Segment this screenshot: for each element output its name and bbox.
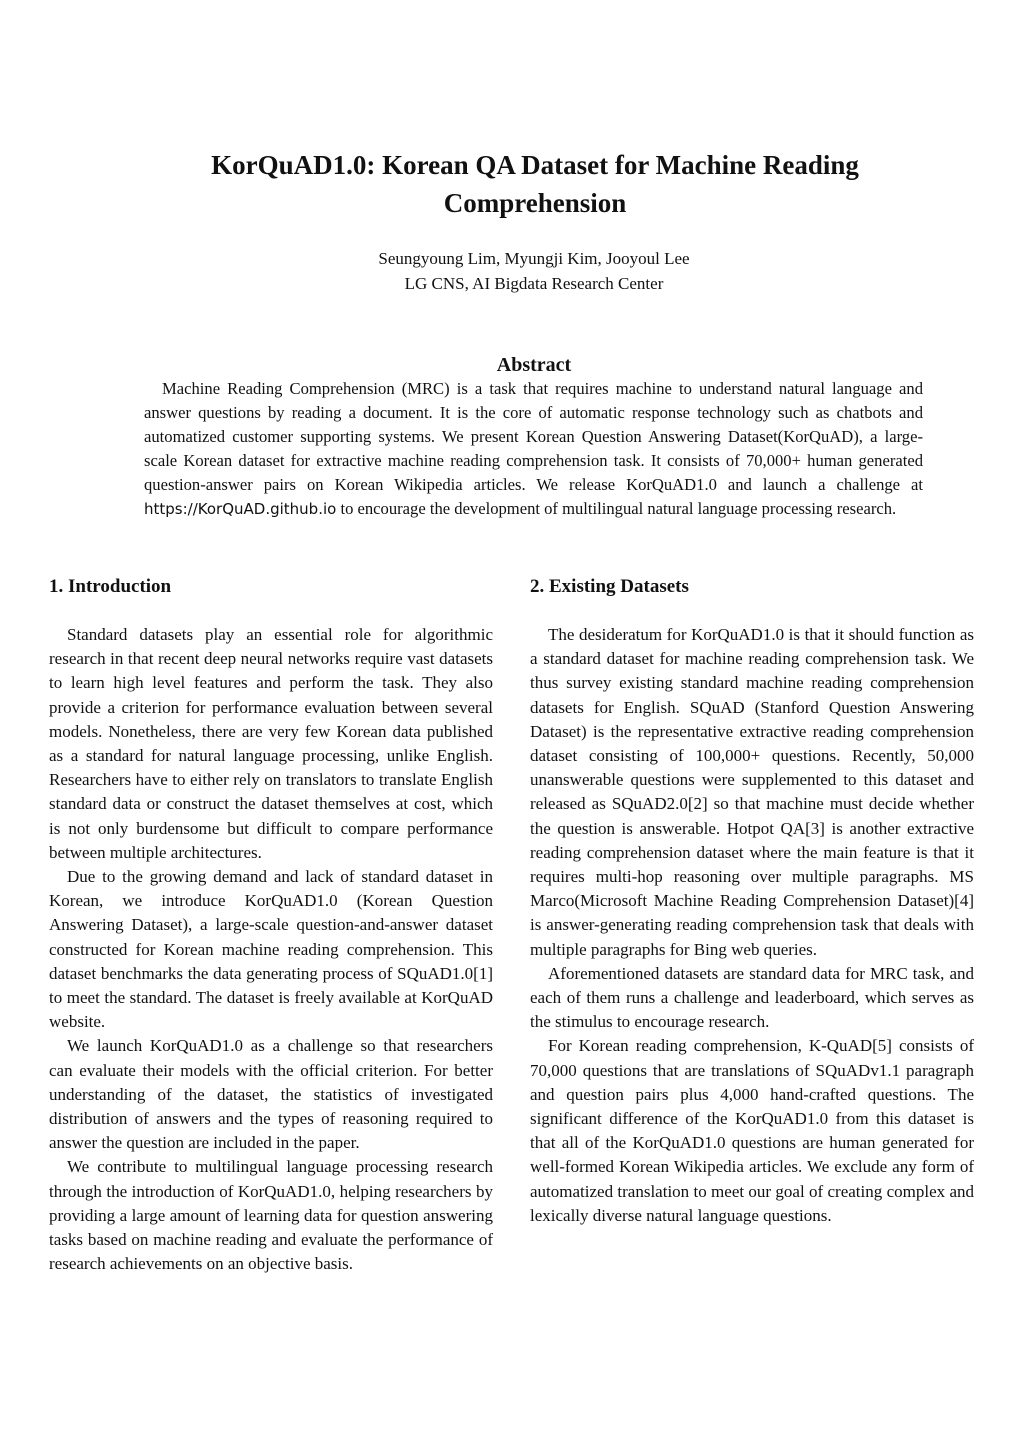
introduction-section xyxy=(49,575,493,1276)
challenge-link[interactable]: https://KorQuAD.github.io xyxy=(144,500,337,518)
author-names: Seungyoung Lim, Myungji Kim, Jooyoul Lee xyxy=(378,249,690,268)
intro-paragraph-1: Standard datasets play an essential role for algorithmic research in that recent deep neural networks require vast datasets to learn high level features and perform the task. They also provide a criterion for performance evaluation between several models. Nonetheless, there are very few Korean data published as a standard for natural language processing, unlike English. Researchers have to either rely on translators to translate English standard data or construct the dataset themselves at cost, which is not only burdensome but difficult to compare performance between multiple architectures. xyxy=(49,625,493,862)
intro-paragraph-2: Due to the growing demand and lack of standard dataset in Korean, we introduce KorQuAD1.0 (Korean Question Answering Dataset), a large-scale question-and-answer dataset constructed for Korean machine reading comprehension. This dataset benchmarks the data generating process of SQuAD1.0[1] to meet the standard. The dataset is freely available at KorQuAD website. xyxy=(49,867,493,1032)
datasets-paragraph-3: For Korean reading comprehension, K-QuAD[5] consists of 70,000 questions that are translations of SQuADv1.1 paragraph and question pairs plus 4,000 hand-crafted questions. The significant difference of the KorQuAD1.0 from this dataset is that all of the KorQuAD1.0 questions are human generated for well-formed Korean Wikipedia articles. We exclude any form of automatized translation to meet our goal of creating complex and lexically diverse natural language questions. xyxy=(530,1036,974,1225)
paper-title: KorQuAD1.0: Korean QA Dataset for Machine Reading Comprehension xyxy=(211,150,859,218)
abstract-text xyxy=(144,377,923,521)
author-block xyxy=(200,246,868,296)
intro-paragraph-4: We contribute to multilingual language processing research through the introduction of KorQuAD1.0, helping researchers by providing a large amount of learning data for question answering tasks based on machine reading and evaluate the performance of research achievements on an objective basis. xyxy=(49,1157,493,1274)
affiliation: LG CNS, AI Bigdata Research Center xyxy=(404,274,664,293)
section-heading: 1. Introduction xyxy=(49,576,172,597)
abstract-heading: Abstract xyxy=(496,354,572,376)
section-heading: 2. Existing Datasets xyxy=(530,576,689,597)
existing-datasets-section xyxy=(530,575,974,1228)
datasets-paragraph-1: The desideratum for KorQuAD1.0 is that it should function as a standard dataset for machine reading comprehension task. We thus survey existing standard machine reading comprehension datasets for English. SQuAD (Stanford Question Answering Dataset) is the representative extractive reading comprehension dataset consisting of 100,000+ questions. Recently, 50,000 unanswerable questions were supplemented to this dataset and released as SQuAD2.0[2] so that machine must decide whether the question is answerable. Hotpot QA[3] is another extractive reading comprehension dataset where the main feature is that it requires multi-hop reasoning over multiple paragraphs. MS Marco(Microsoft Machine Reading Comprehension Dataset)[4] is answer-generating reading comprehension task that deals with multiple paragraphs for Bing web queries. xyxy=(530,625,974,959)
abstract-text-part1: Machine Reading Comprehension (MRC) is a task that requires machine to understand natural language and answer questions by reading a document. It is the core of automatic response technology such as chatbots and automatized customer supporting systems. We present Korean Question Answering Dataset(KorQuAD), a large-scale Korean dataset for extractive machine reading comprehension task. It consists of 70,000+ human generated question-answer pairs on Korean Wikipedia articles. We release KorQuAD1.0 and launch a challenge at xyxy=(144,379,923,494)
datasets-paragraph-2: Aforementioned datasets are standard data for MRC task, and each of them runs a challenge and leaderboard, which serves as the stimulus to encourage research. xyxy=(530,963,974,1032)
abstract-text-part2: to encourage the development of multilingual natural language processing research. xyxy=(340,499,897,518)
intro-paragraph-3: We launch KorQuAD1.0 as a challenge so that researchers can evaluate their models with the official criterion. For better understanding of the dataset, the statistics of investigated distribution of answers and the types of reasoning required to answer the question are included in the paper. xyxy=(49,1036,493,1153)
